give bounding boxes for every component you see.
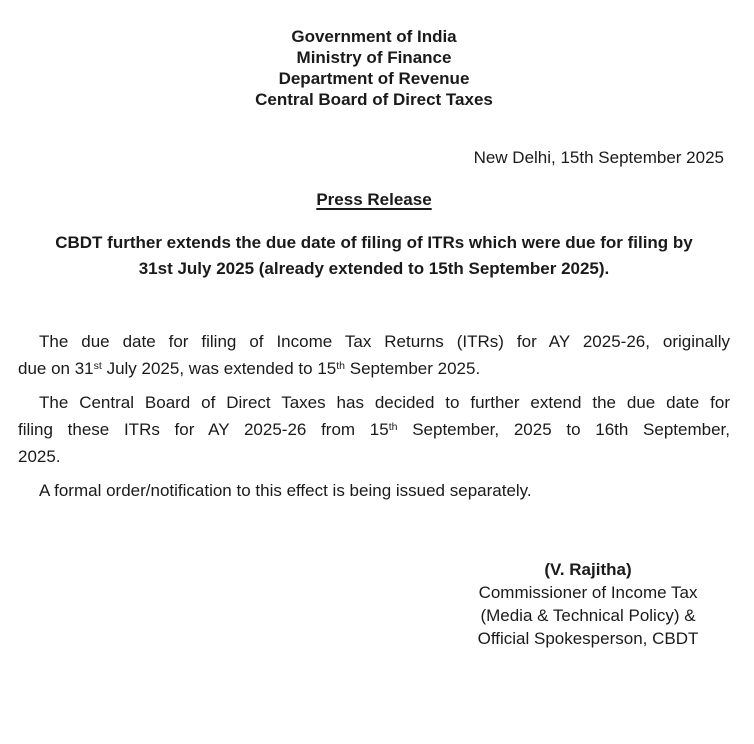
government-header [18,26,730,110]
paragraph-3 [18,477,730,504]
header-line-department: Department of Revenue [278,69,470,88]
header-line-cbdt: Central Board of Direct Taxes [255,90,493,109]
text-segment: September, 2025 to 16th September, [397,420,730,439]
paragraph-1-line-2 [18,355,730,382]
paragraph-2 [18,389,730,470]
paragraph-2-line-1: The Central Board of Direct Taxes has decided to further extend the due date for [39,393,730,412]
paragraph-2-line-2 [18,416,730,443]
header-line-ministry: Ministry of Finance [296,48,452,67]
signatory-title-2: (Media & Technical Policy) & [480,606,696,625]
press-release-heading [18,190,730,210]
text-segment: September 2025. [345,359,481,378]
ordinal-superscript: th [336,360,346,373]
signature-block [438,558,738,650]
text-segment: filing these ITRs for AY 2025-26 from 15 [18,420,389,439]
ordinal-superscript: st [93,360,102,373]
header-line-government: Government of India [291,27,457,46]
paragraph-2-line-3: 2025. [18,447,61,466]
paragraph-1-line-1: The due date for filing of Income Tax Returns (ITRs) for AY 2025-26, originally [39,332,730,351]
signatory-name: (V. Rajitha) [544,560,632,579]
paragraph-1 [18,328,730,382]
headline-line-2: 31st July 2025 (already extended to 15th September 2025). [138,259,610,278]
signatory-title-1: Commissioner of Income Tax [478,583,698,602]
signatory-title-3: Official Spokesperson, CBDT [477,629,699,648]
document-body [18,328,730,504]
text-segment: due on 31 [18,359,94,378]
text-segment: July 2025, was extended to 15 [101,359,337,378]
dateline: New Delhi, 15th September 2025 [473,148,724,167]
paragraph-3-line-1: A formal order/notification to this effect is being issued separately. [39,481,532,500]
headline-line-1: CBDT further extends the due date of filing of ITRs which were due for filing by [55,233,693,252]
press-release-label: Press Release [316,190,432,209]
headline [18,230,730,282]
ordinal-superscript: th [388,421,398,434]
